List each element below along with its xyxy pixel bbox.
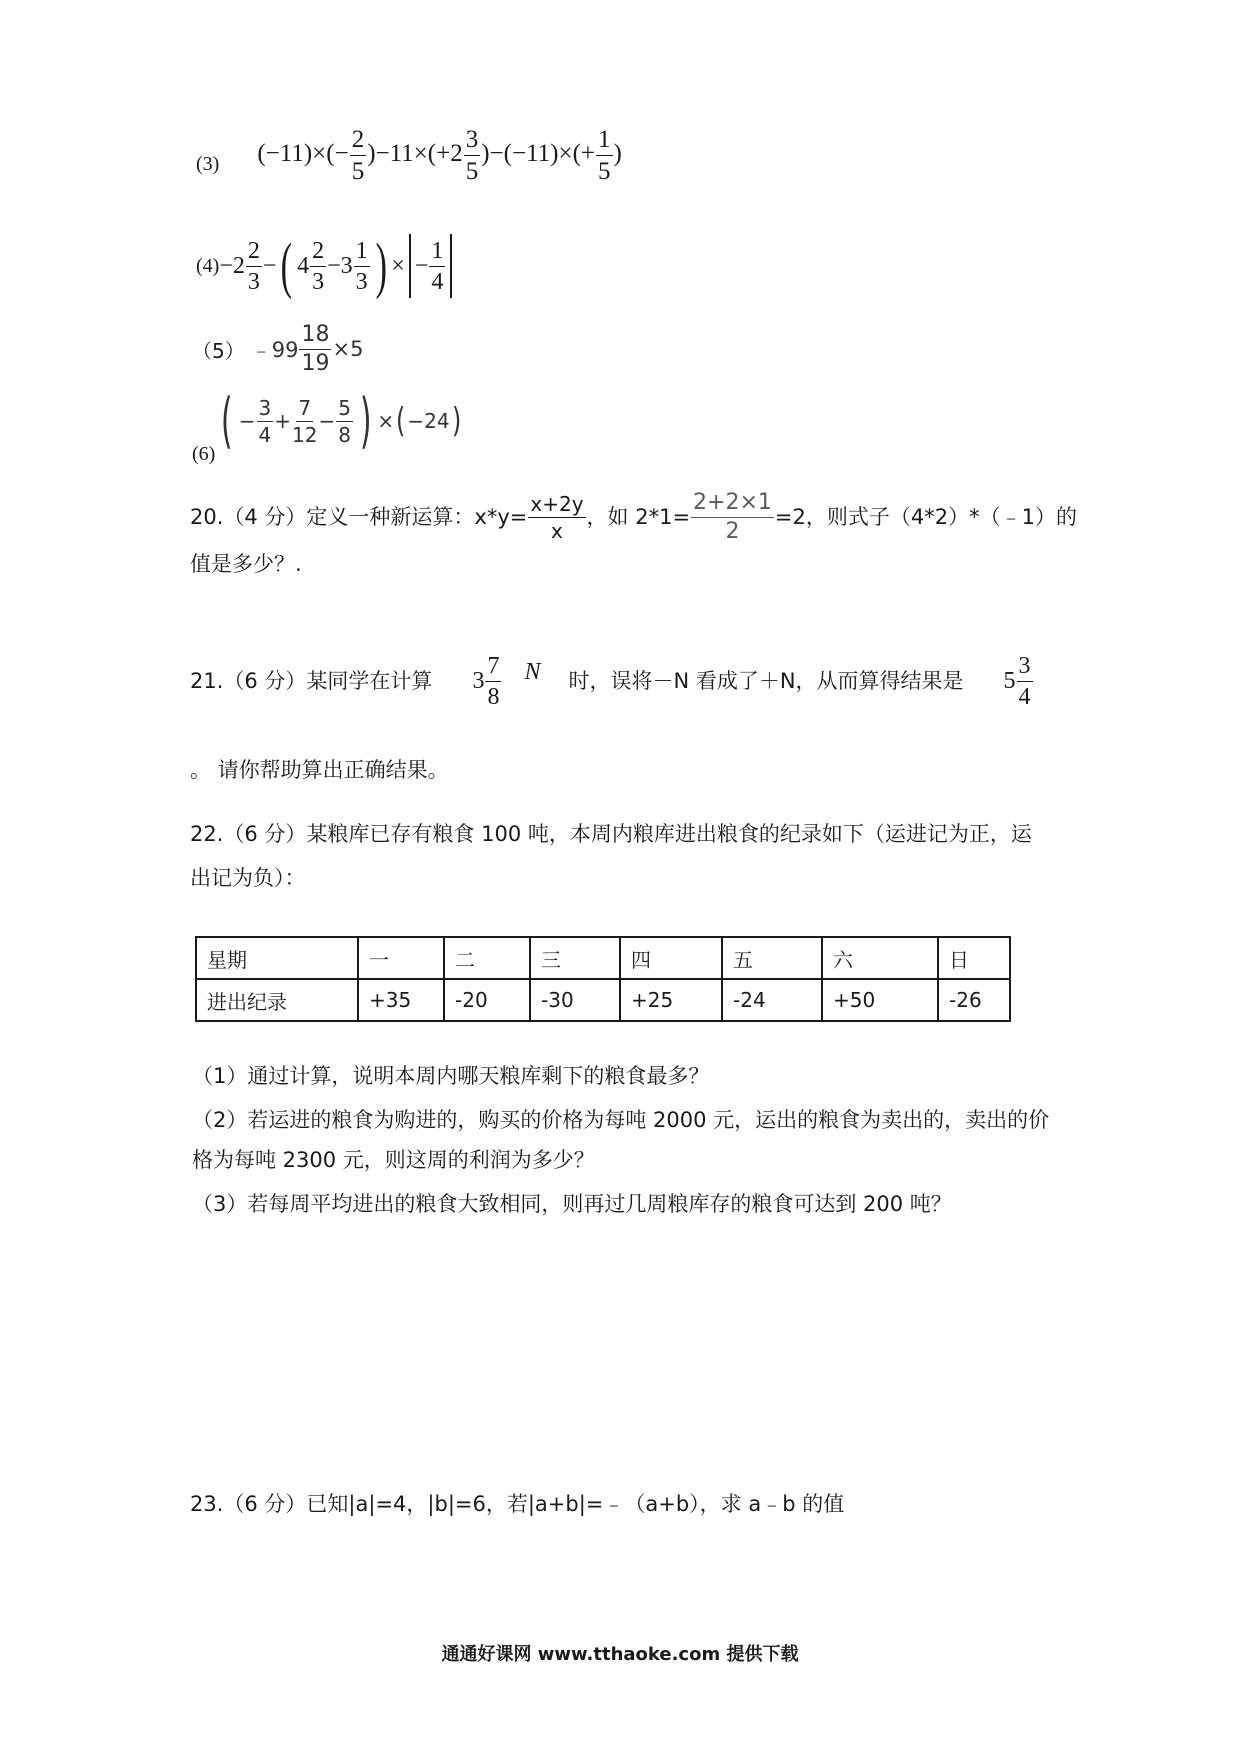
table-value-cell: +50 (822, 979, 938, 1021)
fraction: $\frac{1}{3}$ (355, 237, 368, 295)
table-day-cell: 三 (530, 937, 620, 979)
table-header-cell: 进出纪录 (196, 979, 358, 1021)
table-day-cell: 一 (358, 937, 444, 979)
example-numerator: 2+2×1 (691, 492, 774, 518)
problem-6-label: (6) (192, 443, 216, 465)
problem-4-label: (4) (196, 254, 220, 277)
question-21-mid: 时，误将－N 看成了＋N，从而算得结果是 (568, 669, 964, 693)
mixed-number-1: 3 $\frac{7}{8}$ (472, 652, 500, 710)
table-value-cell: +25 (620, 979, 722, 1021)
abs-bar (409, 234, 411, 298)
table-day-cell: 六 (822, 937, 938, 979)
question-22-sub2-line1: （2）若运进的粮食为购进的，购买的价格为每吨 2000 元，运出的粮食为卖出的，卖出的价 (192, 1108, 1050, 1132)
fraction: $\frac{7}{12}$ (292, 395, 318, 447)
question-20-line2: 值是多少？. (190, 552, 302, 576)
operation-fraction (528, 491, 585, 543)
question-20-tail: =2，则式子（4*2）*（﹣1）的 (774, 505, 1077, 529)
table-value-cell: -24 (722, 979, 822, 1021)
fraction: $\frac{3}{4}$ (258, 395, 272, 447)
table-row (196, 937, 1010, 979)
question-22-line1: 22.（6 分）某粮库已存有粮食 100 吨，本周内粮库进出粮食的纪录如下（运进记为正，运 (190, 822, 1032, 846)
question-22-sub1: （1）通过计算，说明本周内哪天粮库剩下的粮食最多？ (192, 1064, 710, 1088)
fraction: $\frac{3}{4}$ (1018, 652, 1031, 710)
fraction: $\frac{7}{8}$ (487, 652, 500, 710)
problem-5-label: （5） (192, 338, 245, 363)
operation-numerator: x+2y (530, 491, 584, 516)
problem-5-expression: ﹣99 $\frac{18}{19}$ ×5 (250, 321, 364, 376)
problem-4-expression: −2 $\frac{2}{3}$ − ( 4 $\frac{2}{3}$ −3 $\frac{1}{3}$ ) × − $\frac{1}{4}$ (219, 231, 456, 302)
page-footer: 通通好课网 www.tthaoke.com 提供下载 (441, 1644, 799, 1665)
problem-4 (196, 226, 456, 306)
problem-6 (192, 386, 463, 472)
mixed-number-2: 5 $\frac{3}{4}$ (1003, 652, 1031, 710)
table-day-cell: 日 (938, 937, 1010, 979)
fraction: $\frac{3}{5}$ (465, 125, 479, 185)
fraction: $\frac{1}{5}$ (598, 125, 611, 185)
abs-bar (450, 234, 452, 298)
fraction: $\frac{2}{5}$ (351, 125, 365, 185)
table-header-cell: 星期 (196, 937, 358, 979)
table-day-cell: 二 (444, 937, 530, 979)
fraction: $\frac{2}{3}$ (247, 237, 260, 295)
problem-5 (192, 318, 363, 380)
question-20-mid: ，如 2*1= (586, 505, 691, 529)
problem-3-label: (3) (196, 152, 220, 175)
example-denominator: 2 (725, 518, 740, 544)
grain-record-table (195, 936, 1011, 1022)
question-22-sub3: （3）若每周平均进出的粮食大致相同，则再过几周粮库存的粮食可达到 200 吨？ (192, 1192, 952, 1216)
problem-6-expression: ( − $\frac{3}{4}$ + $\frac{7}{12}$ − $\frac{5}{8}$ ) × ( −24 ) (221, 386, 461, 456)
fraction: $\frac{1}{4}$ (431, 237, 444, 295)
fraction: $\frac{5}{8}$ (338, 395, 351, 447)
table-value-cell: -26 (938, 979, 1010, 1021)
table-value-cell: +35 (358, 979, 444, 1021)
table-day-cell: 五 (722, 937, 822, 979)
problem-3-expression: (−11)×(− $\frac{2}{5}$ )−11×(+2 $\frac{3}{5}$ )−(−11)×(+ $\frac{1}{5}$ ) (257, 125, 622, 185)
question-23: 23.（6 分）已知|a|=4，|b|=6，若|a+b|=﹣（a+b），求 a﹣b 的值 (190, 1492, 845, 1516)
table-row (196, 979, 1010, 1021)
question-21-intro: 21.（6 分）某同学在计算 (190, 669, 433, 693)
question-22-line2: 出记为负）： (190, 866, 306, 890)
question-20-line1 (190, 488, 1077, 546)
question-21-line2: 。 请你帮助算出正确结果。 (190, 758, 449, 782)
question-20-intro: 20.（4 分）定义一种新运算：x*y= (190, 505, 528, 529)
variable-n: N (524, 659, 541, 685)
problem-3 (196, 120, 622, 190)
operation-denominator: x (551, 518, 563, 543)
question-21-line1 (190, 644, 1034, 718)
fraction: $\frac{18}{19}$ (301, 321, 330, 376)
fraction: $\frac{2}{3}$ (312, 237, 325, 295)
table-day-cell: 四 (620, 937, 722, 979)
table-value-cell: -30 (530, 979, 620, 1021)
example-fraction (691, 489, 774, 544)
table-value-cell: -20 (444, 979, 530, 1021)
question-22-sub2-line2: 格为每吨 2300 元，则这周的利润为多少？ (192, 1148, 595, 1172)
